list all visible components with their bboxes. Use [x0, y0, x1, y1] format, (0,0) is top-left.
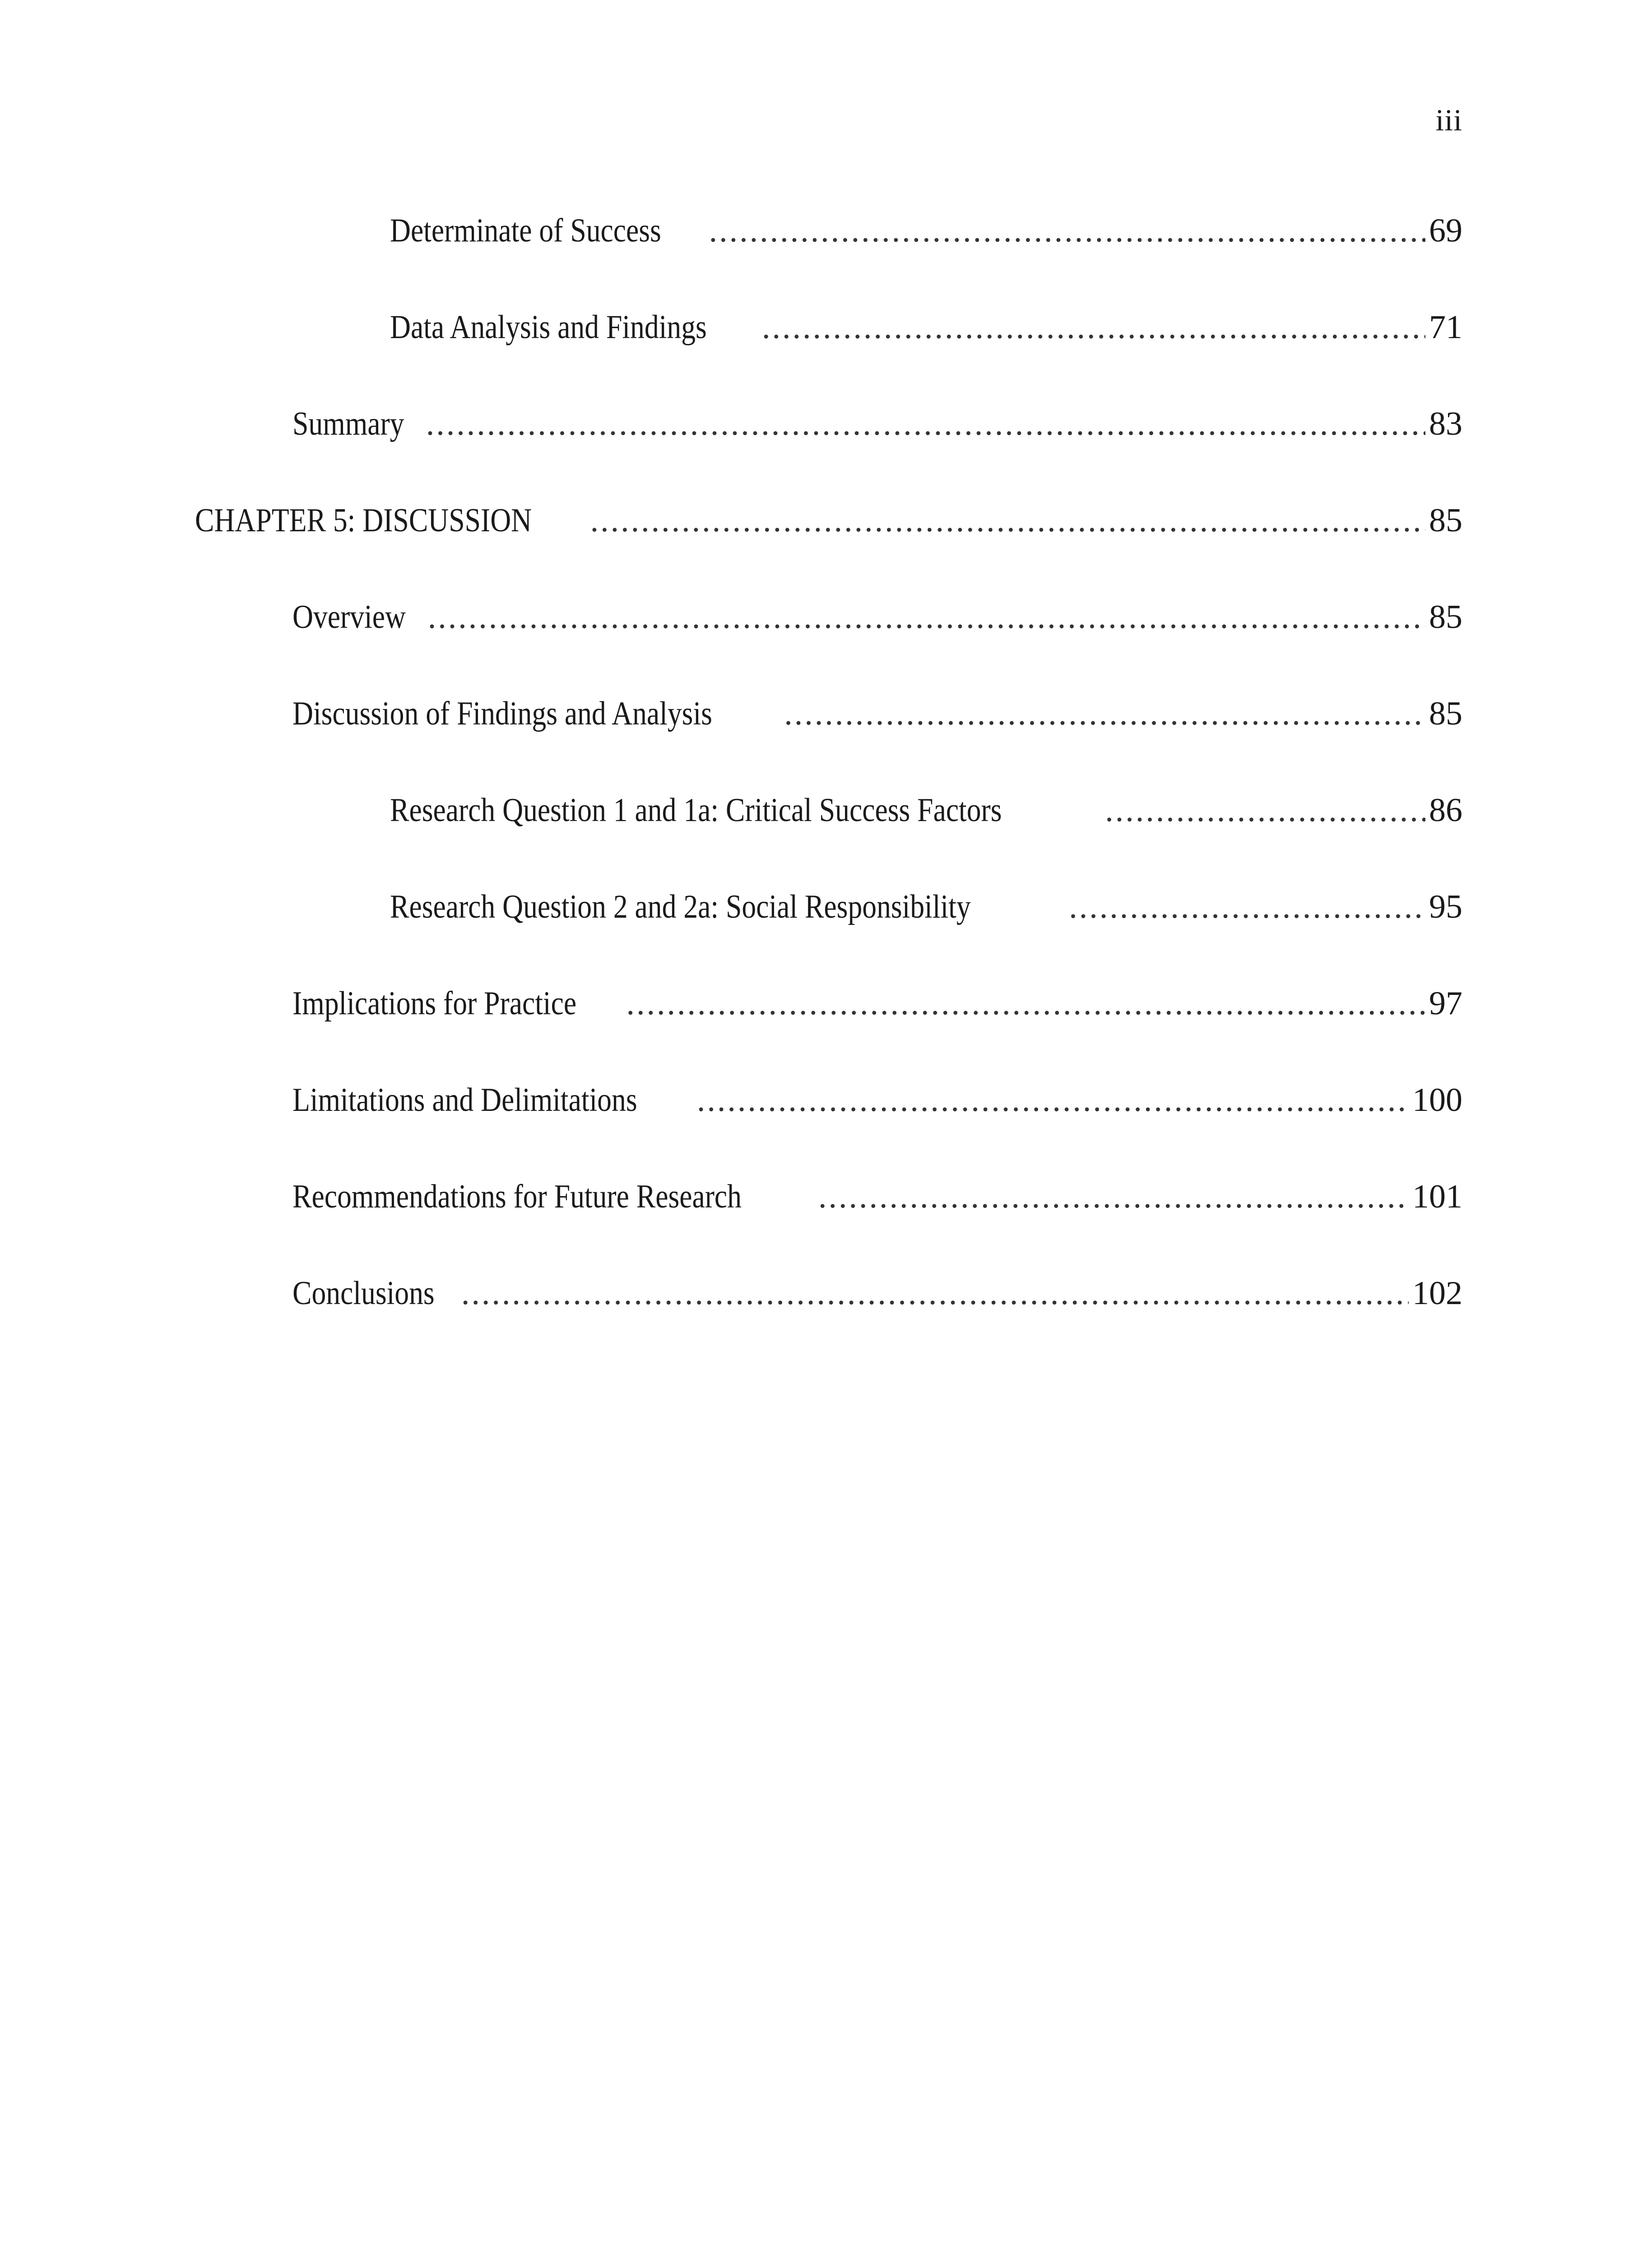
- toc-entry-title: Summary: [292, 405, 404, 442]
- toc-dot-leader: [762, 307, 1425, 348]
- toc-entry-page: 102: [1412, 1275, 1462, 1312]
- toc-entry[interactable]: [292, 1080, 1462, 1120]
- toc-entry-page: 85: [1429, 599, 1462, 636]
- toc-entry-title: Research Question 2 and 2a: Social Responsibility: [390, 888, 971, 925]
- toc-entry[interactable]: [390, 790, 1462, 831]
- toc-entry[interactable]: [195, 500, 1462, 541]
- toc-entry-title: Research Question 1 and 1a: Critical Success Factors: [390, 792, 1002, 829]
- toc-dot-leader: [428, 597, 1425, 637]
- toc-dot-leader: [590, 500, 1425, 541]
- toc-entry-page: 85: [1429, 695, 1462, 732]
- toc-entry-title: Implications for Practice: [292, 985, 577, 1022]
- toc-entry-page: 71: [1429, 309, 1462, 346]
- toc-entry[interactable]: [390, 307, 1462, 348]
- page-number: iii: [1435, 103, 1462, 137]
- toc-entry[interactable]: [390, 210, 1462, 251]
- toc-entry[interactable]: [292, 597, 1462, 637]
- toc-dot-leader: [784, 693, 1425, 734]
- toc-entry-title: Data Analysis and Findings: [390, 309, 707, 346]
- toc-entry[interactable]: [292, 1176, 1462, 1217]
- toc-entry-title: Recommendations for Future Research: [292, 1178, 742, 1215]
- toc-entry[interactable]: [390, 887, 1462, 927]
- toc-dot-leader: [426, 404, 1425, 444]
- toc-entry-title: CHAPTER 5: DISCUSSION: [195, 502, 532, 539]
- toc-entry-page: 100: [1412, 1082, 1462, 1119]
- toc-entry[interactable]: [292, 1273, 1462, 1314]
- toc-entry-page: 85: [1429, 502, 1462, 539]
- toc-entry[interactable]: [292, 404, 1462, 444]
- toc-entry-page: 86: [1429, 792, 1462, 829]
- toc-entry[interactable]: [292, 983, 1462, 1024]
- toc-entry-title: Conclusions: [292, 1275, 435, 1312]
- toc-dot-leader: [461, 1273, 1409, 1314]
- toc-dot-leader: [1105, 790, 1425, 831]
- toc-entry-title: Discussion of Findings and Analysis: [292, 695, 712, 732]
- toc-entry-page: 95: [1429, 888, 1462, 925]
- toc-entry-title: Determinate of Success: [390, 212, 661, 249]
- toc-dot-leader: [697, 1080, 1409, 1120]
- toc-entry-page: 101: [1412, 1178, 1462, 1215]
- toc-entry-title: Overview: [292, 599, 406, 636]
- toc-entry-title: Limitations and Delimitations: [292, 1082, 637, 1119]
- toc-dot-leader: [626, 983, 1425, 1024]
- toc-dot-leader: [818, 1176, 1409, 1217]
- toc-entry[interactable]: [292, 693, 1462, 734]
- toc-entry-page: 97: [1429, 985, 1462, 1022]
- toc-entry-page: 69: [1429, 212, 1462, 249]
- toc-dot-leader: [1069, 887, 1425, 927]
- toc-entry-page: 83: [1429, 405, 1462, 442]
- toc-dot-leader: [709, 210, 1425, 251]
